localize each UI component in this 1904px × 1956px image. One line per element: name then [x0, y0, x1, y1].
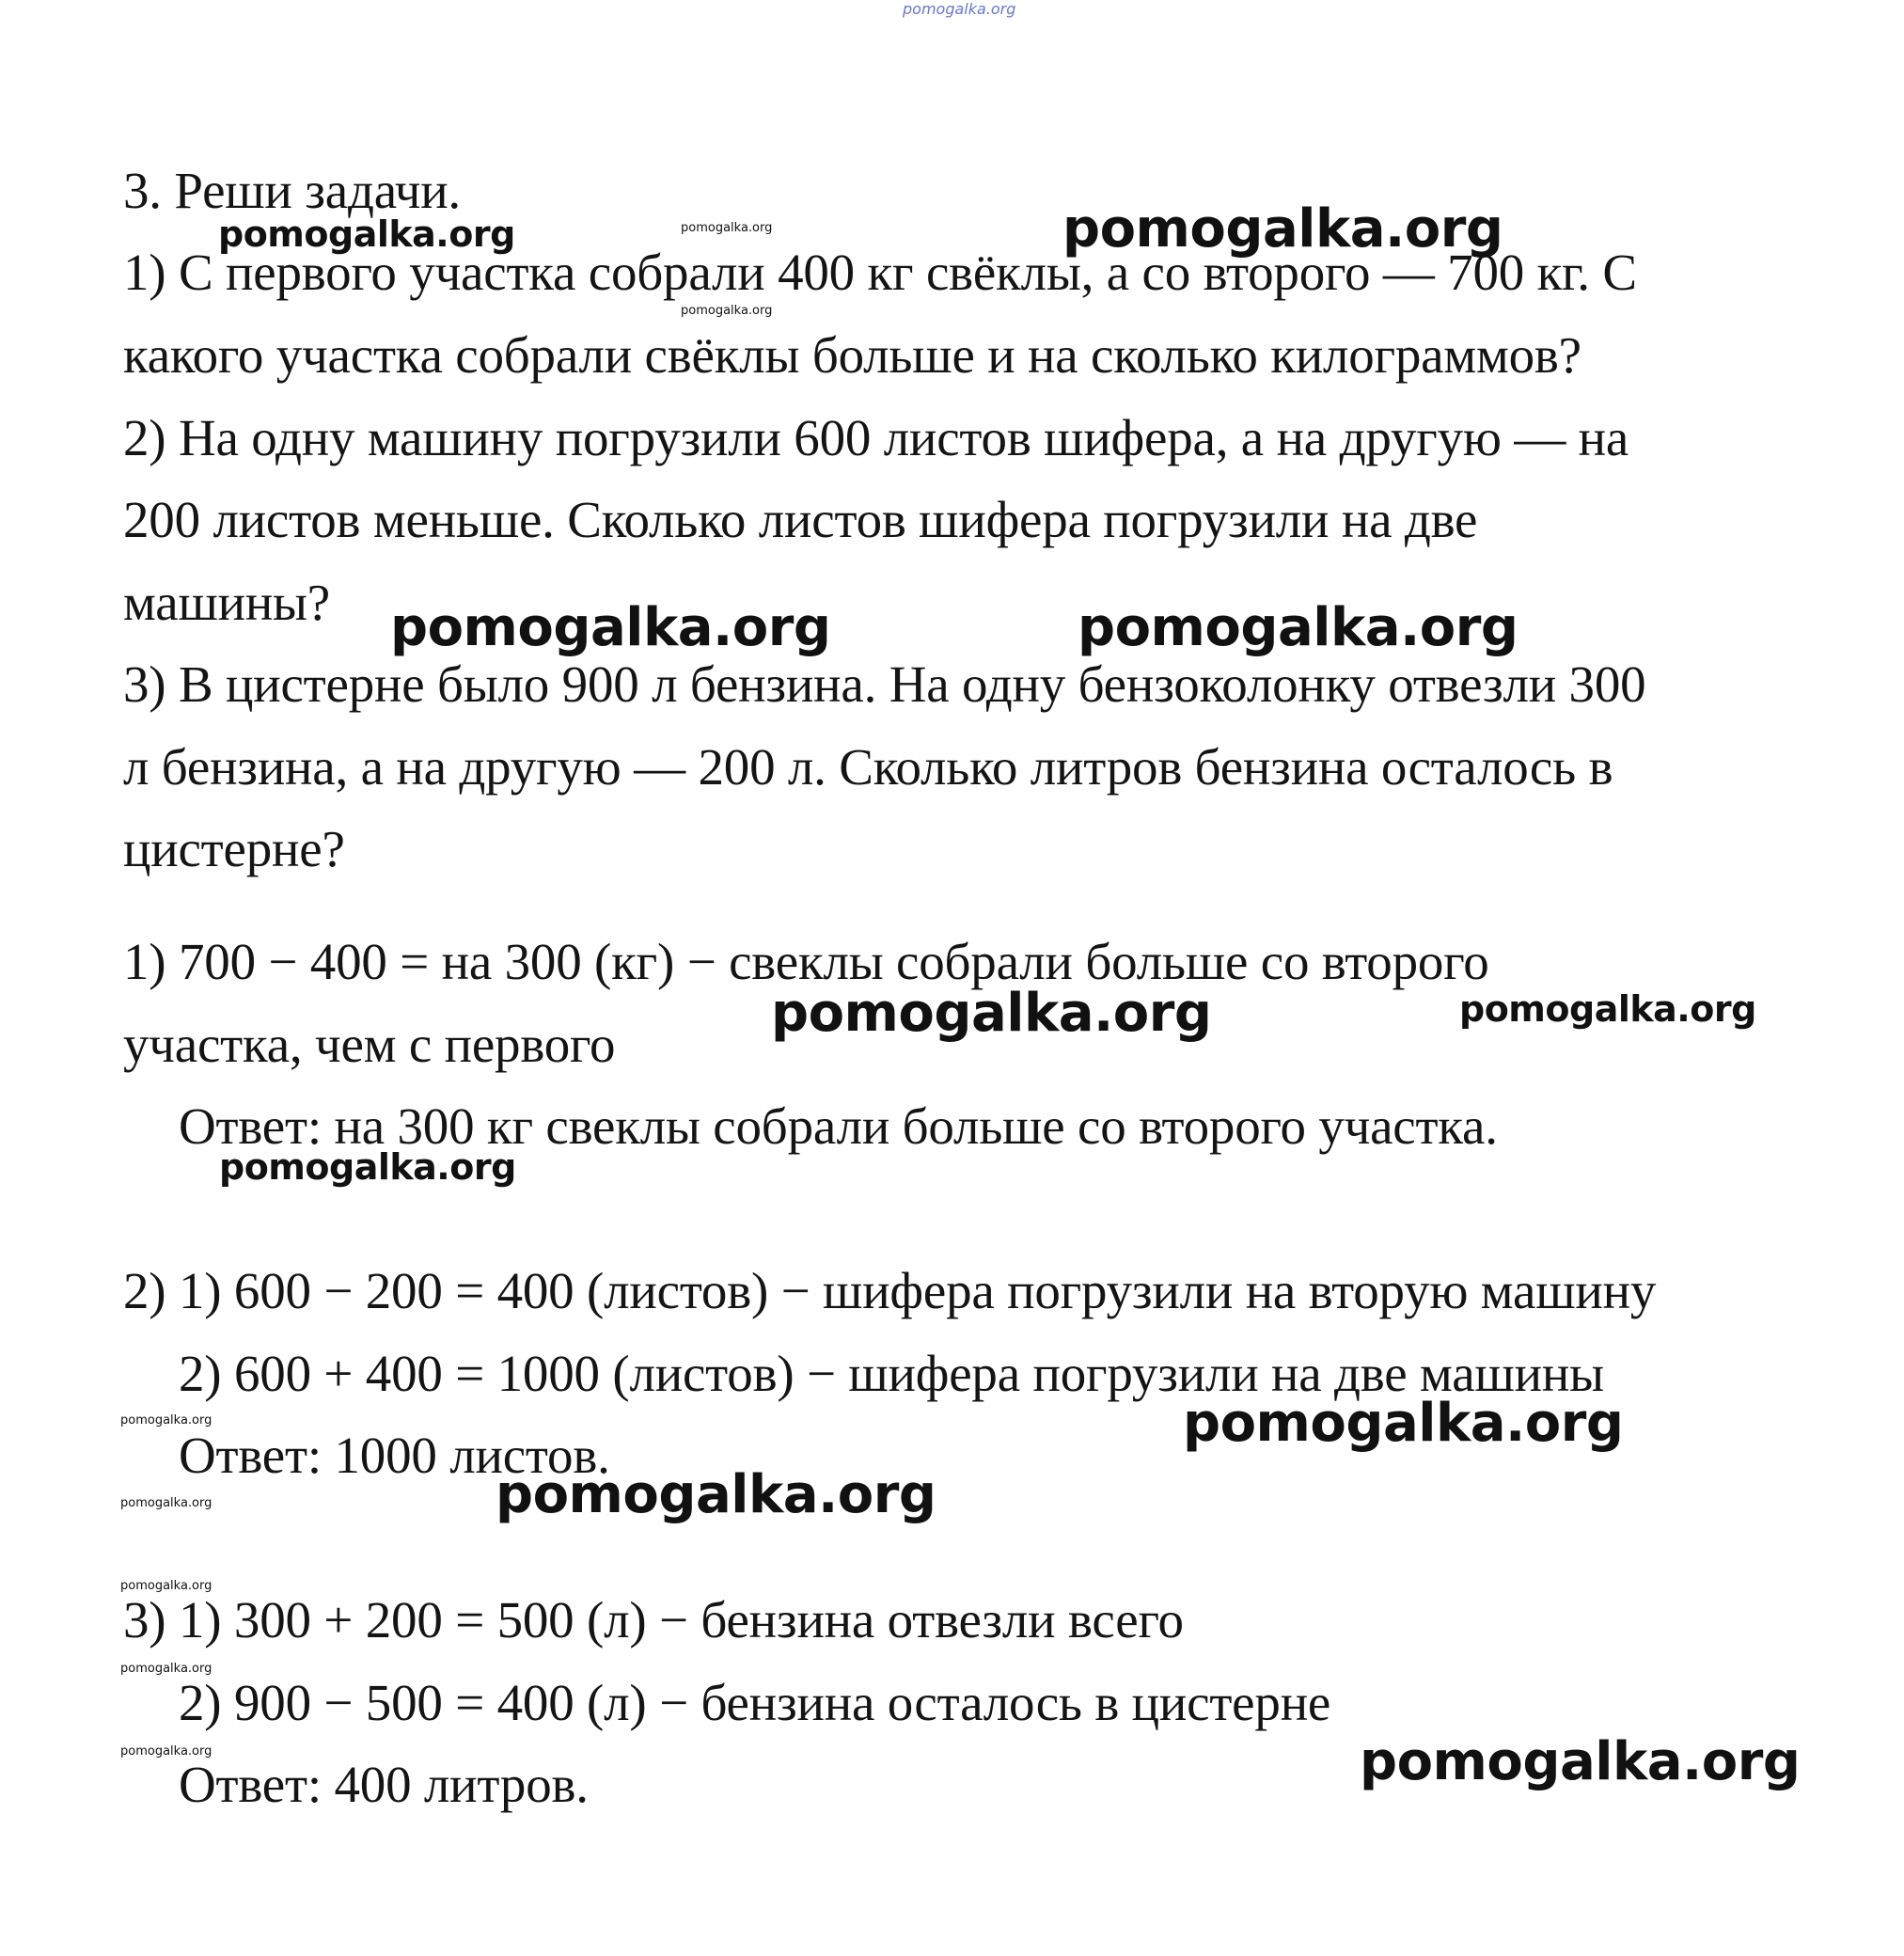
- watermark: pomogalka.org: [120, 1496, 212, 1510]
- problem-3-line-3: цистерне?: [123, 820, 345, 877]
- solution-3-line-1: 3) 1) 300 + 200 = 500 (л) − бензина отвезли всего: [123, 1591, 1184, 1648]
- watermark: pomogalka.org: [120, 1579, 212, 1593]
- watermark: pomogalka.org: [390, 597, 831, 658]
- watermark: pomogalka.org: [219, 1146, 516, 1188]
- solution-3-line-2: 2) 900 − 500 = 400 (л) − бензина осталось в цистерне: [179, 1674, 1331, 1731]
- problem-1-line-2: какого участка собрали свёклы больше и на сколько килограммов?: [123, 326, 1581, 384]
- watermark: pomogalka.org: [120, 1662, 212, 1676]
- watermark: pomogalka.org: [1062, 198, 1503, 260]
- solution-2-line-2: 2) 600 + 400 = 1000 (листов) − шифера погрузили на две машины: [179, 1345, 1604, 1402]
- watermark: pomogalka.org: [771, 983, 1212, 1044]
- watermark: pomogalka.org: [1360, 1731, 1801, 1792]
- watermark: pomogalka.org: [1459, 988, 1756, 1030]
- problem-1-line-1: 1) С первого участка собрали 400 кг свёклы, а со второго — 700 кг. С: [123, 244, 1637, 301]
- solution-1-line-1: 1) 700 − 400 = на 300 (кг) − свеклы собрали больше со второго: [123, 933, 1489, 990]
- watermark: pomogalka.org: [218, 213, 515, 255]
- problem-2-line-3: машины?: [123, 574, 331, 631]
- problem-3-line-2: л бензина, а на другую — 200 л. Сколько литров бензина осталось в: [123, 738, 1613, 796]
- watermark: pomogalka.org: [120, 1413, 212, 1428]
- task-heading: 3. Реши задачи.: [123, 162, 461, 219]
- solution-3-answer: Ответ: 400 литров.: [179, 1756, 589, 1813]
- solution-1-line-2: участка, чем с первого: [123, 1016, 616, 1073]
- watermark: pomogalka.org: [496, 1464, 936, 1525]
- watermark: pomogalka.org: [120, 1744, 212, 1759]
- solution-1-answer: Ответ: на 300 кг свеклы собрали больше со второго участка.: [179, 1097, 1498, 1155]
- solution-2-answer: Ответ: 1000 листов.: [179, 1427, 610, 1484]
- problem-3-line-1: 3) В цистерне было 900 л бензина. На одну бензоколонку отвезли 300: [123, 655, 1646, 713]
- problem-2-line-2: 200 листов меньше. Сколько листов шифера погрузили на две: [123, 491, 1478, 548]
- watermark: pomogalka.org: [1183, 1393, 1624, 1454]
- watermark: pomogalka.org: [681, 221, 773, 235]
- watermark-top: pomogalka.org: [903, 0, 1016, 18]
- solution-2-line-1: 2) 1) 600 − 200 = 400 (листов) − шифера погрузили на вторую машину: [123, 1262, 1657, 1319]
- watermark: pomogalka.org: [681, 304, 773, 318]
- problem-2-line-1: 2) На одну машину погрузили 600 листов шифера, а на другую — на: [123, 409, 1629, 466]
- watermark: pomogalka.org: [1078, 597, 1518, 658]
